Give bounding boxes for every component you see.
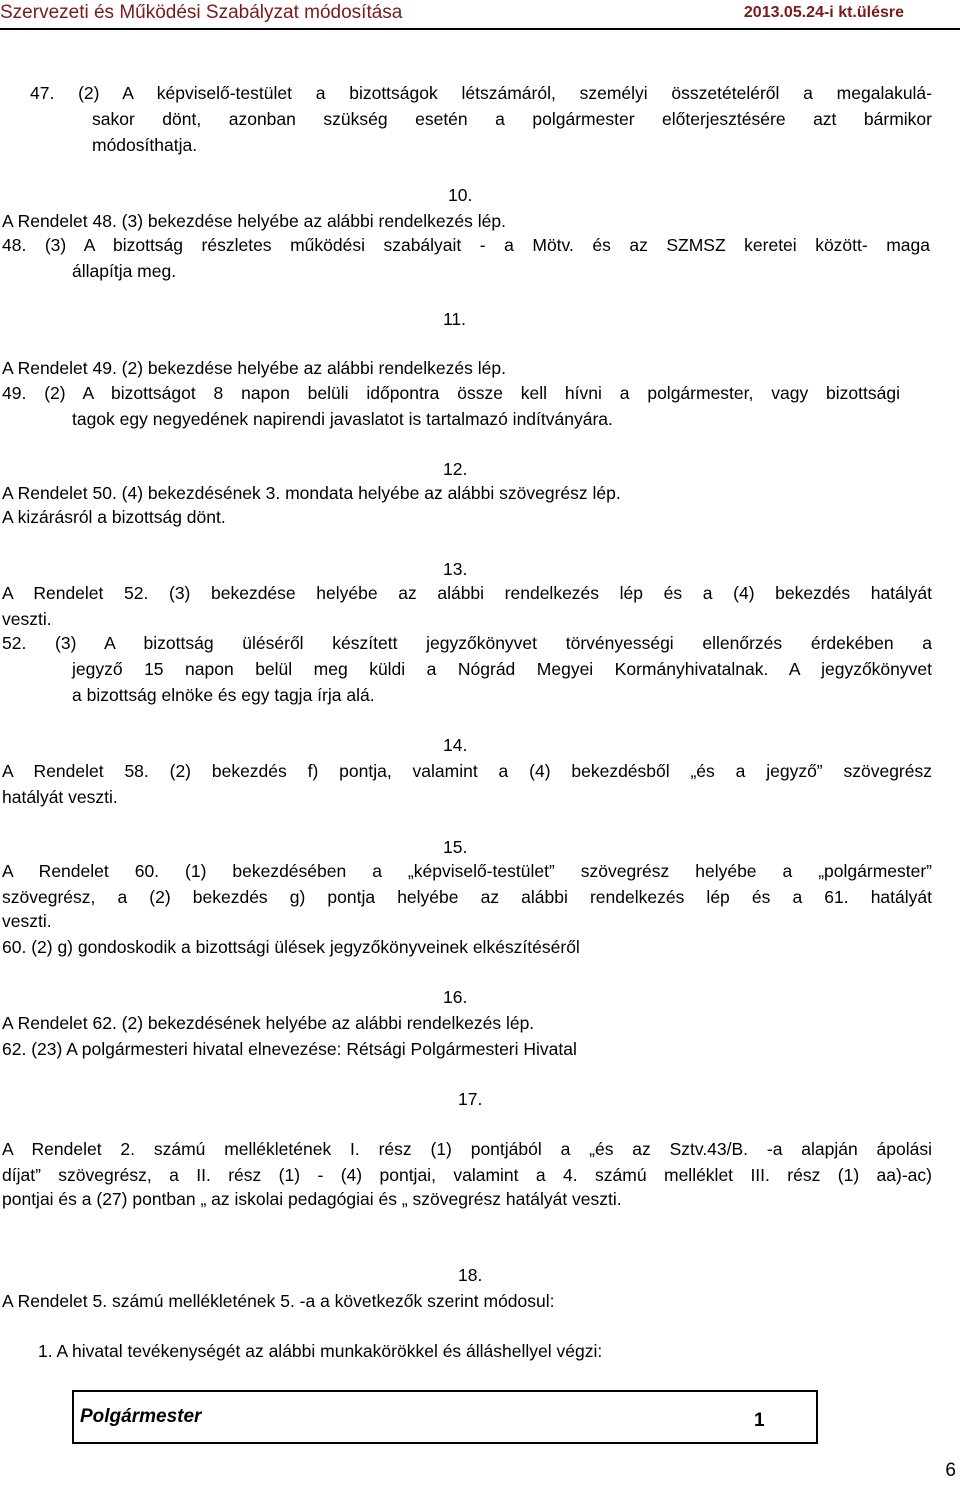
paragraph-line: A Rendelet 2. számú mellékletének I. rész (1) pontjából a „és az Sztv.43/B. -a alapján ápolási [2, 1139, 932, 1159]
paragraph-line: módosíthatja. [92, 135, 198, 155]
paragraph-line: A Rendelet 49. (2) bekezdése helyébe az alábbi rendelkezés lép. [2, 358, 506, 378]
paragraph-line: 52. (3) A bizottság üléséről készített jegyzőkönyvet törvényességi ellenőrzés érdekében a [2, 633, 932, 653]
paragraph-line: sakor dönt, azonban szükség esetén a polgármester előterjesztésére azt bármikor [92, 109, 932, 129]
paragraph-line: hatályát veszti. [2, 787, 118, 807]
paragraph-line: pontjai és a (27) pontban „ az iskolai pedagógiai és „ szövegrész hatályát veszti. [2, 1189, 622, 1209]
paragraph-line: veszti. [2, 609, 52, 629]
role-table [72, 1390, 818, 1444]
section-number: 15. [443, 837, 468, 857]
list-item: 1. A hivatal tevékenységét az alábbi munkakörökkel és álláshellyel végzi: [38, 1341, 603, 1361]
paragraph-line: 47. (2) A képviselő-testület a bizottságok létszámáról, személyi összetételéről a megalakulá- [30, 83, 932, 103]
paragraph-line: A Rendelet 62. (2) bekezdésének helyébe az alábbi rendelkezés lép. [2, 1013, 535, 1033]
section-number: 17. [458, 1089, 483, 1109]
paragraph-line: a bizottság elnöke és egy tagja írja alá. [72, 685, 375, 705]
header-title: Szervezeti és Működési Szabályzat módosítása [0, 2, 403, 23]
section-number: 16. [443, 987, 468, 1007]
paragraph-line: A Rendelet 50. (4) bekezdésének 3. mondata helyébe az alábbi szövegrész lép. [2, 483, 621, 503]
table-role-cell: Polgármester [80, 1406, 202, 1427]
section-number: 13. [443, 559, 468, 579]
page-number: 6 [945, 1460, 956, 1481]
section-number: 14. [443, 735, 468, 755]
paragraph-line: A Rendelet 48. (3) bekezdése helyébe az alábbi rendelkezés lép. [2, 211, 506, 231]
paragraph-line: A Rendelet 60. (1) bekezdésében a „képviselő-testület” szövegrész helyébe a „polgármester” [2, 861, 932, 881]
paragraph-line: állapítja meg. [72, 261, 177, 281]
paragraph-line: jegyző 15 napon belül meg küldi a Nógrád Megyei Kormányhivatalnak. A jegyzőkönyvet [72, 659, 932, 679]
paragraph-line: A Rendelet 5. számú mellékletének 5. -a a következők szerint módosul: [2, 1291, 555, 1311]
paragraph-line: veszti. [2, 911, 52, 931]
section-number: 18. [458, 1265, 483, 1285]
paragraph-line: 48. (3) A bizottság részletes működési szabályait - a Mötv. és az SZMSZ keretei között- maga [2, 235, 930, 255]
paragraph-line: 60. (2) g) gondoskodik a bizottsági ülések jegyzőkönyveinek elkészítéséről [2, 937, 580, 957]
section-number: 10. [448, 185, 473, 205]
header-date: 2013.05.24-i kt.ülésre [743, 4, 904, 21]
paragraph-line: A Rendelet 58. (2) bekezdés f) pontja, valamint a (4) bekezdésből „és a jegyző” szövegrész [2, 761, 932, 781]
section-number: 11. [443, 309, 467, 329]
paragraph-line: díjat” szövegrész, a II. rész (1) - (4) pontjai, valamint a 4. számú melléklet III. rész (1) aa)-ac) [2, 1165, 932, 1185]
paragraph-line: tagok egy negyedének napirendi javaslatot is tartalmazó indítványára. [72, 409, 613, 429]
paragraph-line: szövegrész, a (2) bekezdés g) pontja helyébe az alábbi rendelkezés lép és a 61. hatályát [2, 887, 932, 907]
table-count-cell: 1 [754, 1410, 765, 1431]
section-number: 12. [443, 459, 468, 479]
paragraph-line: A kizárásról a bizottság dönt. [2, 507, 226, 527]
paragraph-line: 49. (2) A bizottságot 8 napon belüli időpontra össze kell hívni a polgármester, vagy bizottsági [2, 383, 900, 403]
page-header [0, 0, 960, 30]
paragraph-line: A Rendelet 52. (3) bekezdése helyébe az alábbi rendelkezés lép és a (4) bekezdés hatályát [2, 583, 932, 603]
paragraph-line: 62. (23) A polgármesteri hivatal elnevezése: Rétsági Polgármesteri Hivatal [2, 1039, 577, 1059]
